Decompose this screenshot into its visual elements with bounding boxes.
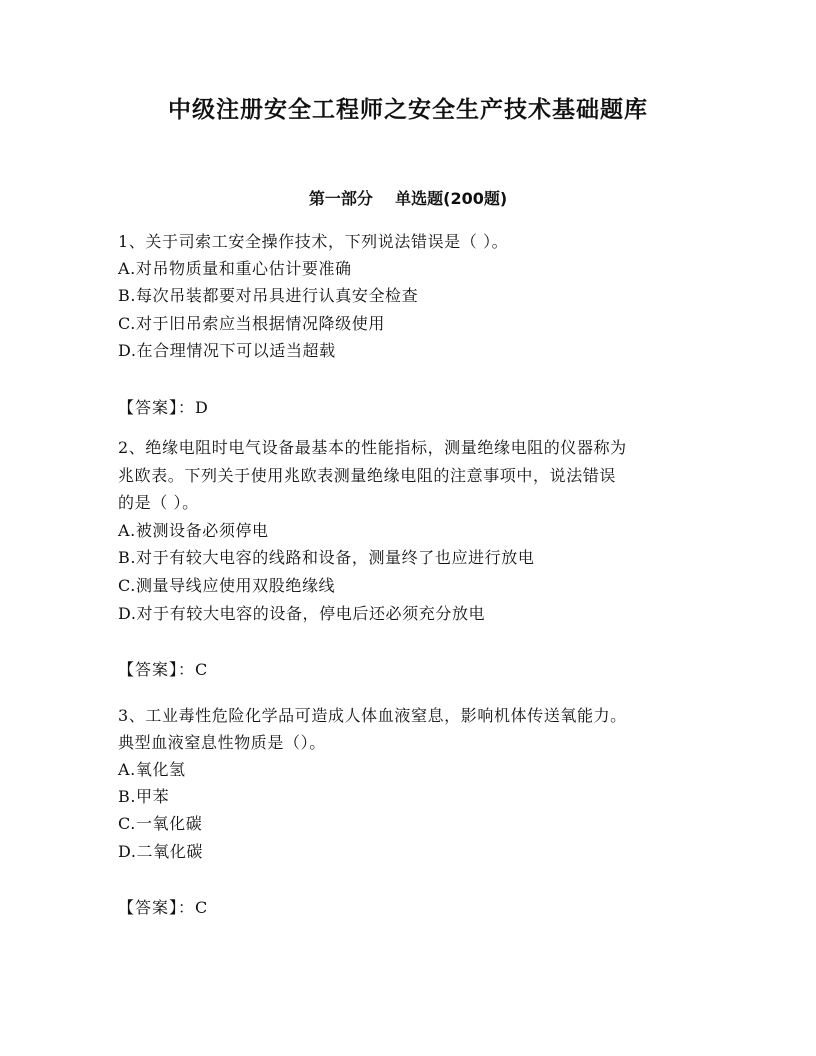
- question-3-option-c: C.一氧化碳: [118, 814, 203, 833]
- answer-value: C: [195, 660, 208, 679]
- question-3-option-d: D.二氧化碳: [118, 842, 203, 861]
- question-2-option-a: A.被测设备必须停电: [118, 521, 269, 540]
- question-2-stem-line-3: 的是（ ）。: [118, 493, 199, 512]
- question-3-answer: [118, 894, 698, 922]
- question-3-option-b: B.甲苯: [118, 787, 170, 806]
- question-1-option-c: C.对于旧吊索应当根据情况降级使用: [118, 314, 385, 333]
- document-title: 中级注册安全工程师之安全生产技术基础题库: [168, 97, 648, 123]
- question-3-stem-line-2: 典型血液窒息性物质是（）。: [118, 733, 326, 752]
- question-2-stem-line-2: 兆欧表。下列关于使用兆欧表测量绝缘电阻的注意事项中，说法错误: [118, 466, 617, 485]
- answer-label: 【答案】：: [118, 398, 196, 417]
- question-1-option-b: B.每次吊装都要对吊具进行认真安全检查: [118, 286, 419, 305]
- answer-label: 【答案】：: [118, 898, 196, 917]
- question-2-option-c: C.测量导线应使用双股绝缘线: [118, 576, 336, 595]
- answer-label: 【答案】：: [118, 660, 196, 679]
- question-2-answer: [118, 656, 698, 684]
- question-1-answer: [118, 394, 698, 422]
- section-heading: 第一部分 单选题(200题): [308, 189, 508, 208]
- question-3-option-a: A.氧化氢: [118, 760, 186, 779]
- answer-value: D: [195, 398, 209, 417]
- question-1-stem: 1、关于司索工安全操作技术，下列说法错误是（ ）。: [118, 232, 509, 251]
- question-2-stem-line-1: 2、绝缘电阻时电气设备最基本的性能指标，测量绝缘电阻的仪器称为: [118, 438, 627, 457]
- question-2-option-b: B.对于有较大电容的线路和设备，测量终了也应进行放电: [118, 548, 535, 567]
- answer-value: C: [195, 898, 208, 917]
- question-1-option-a: A.对吊物质量和重心估计要准确: [118, 259, 352, 278]
- question-1-option-d: D.在合理情况下可以适当超载: [118, 341, 336, 360]
- question-2-option-d: D.对于有较大电容的设备，停电后还必须充分放电: [118, 604, 486, 623]
- question-3-stem-line-1: 3、工业毒性危险化学品可造成人体血液窒息，影响机体传送氧能力。: [118, 706, 627, 725]
